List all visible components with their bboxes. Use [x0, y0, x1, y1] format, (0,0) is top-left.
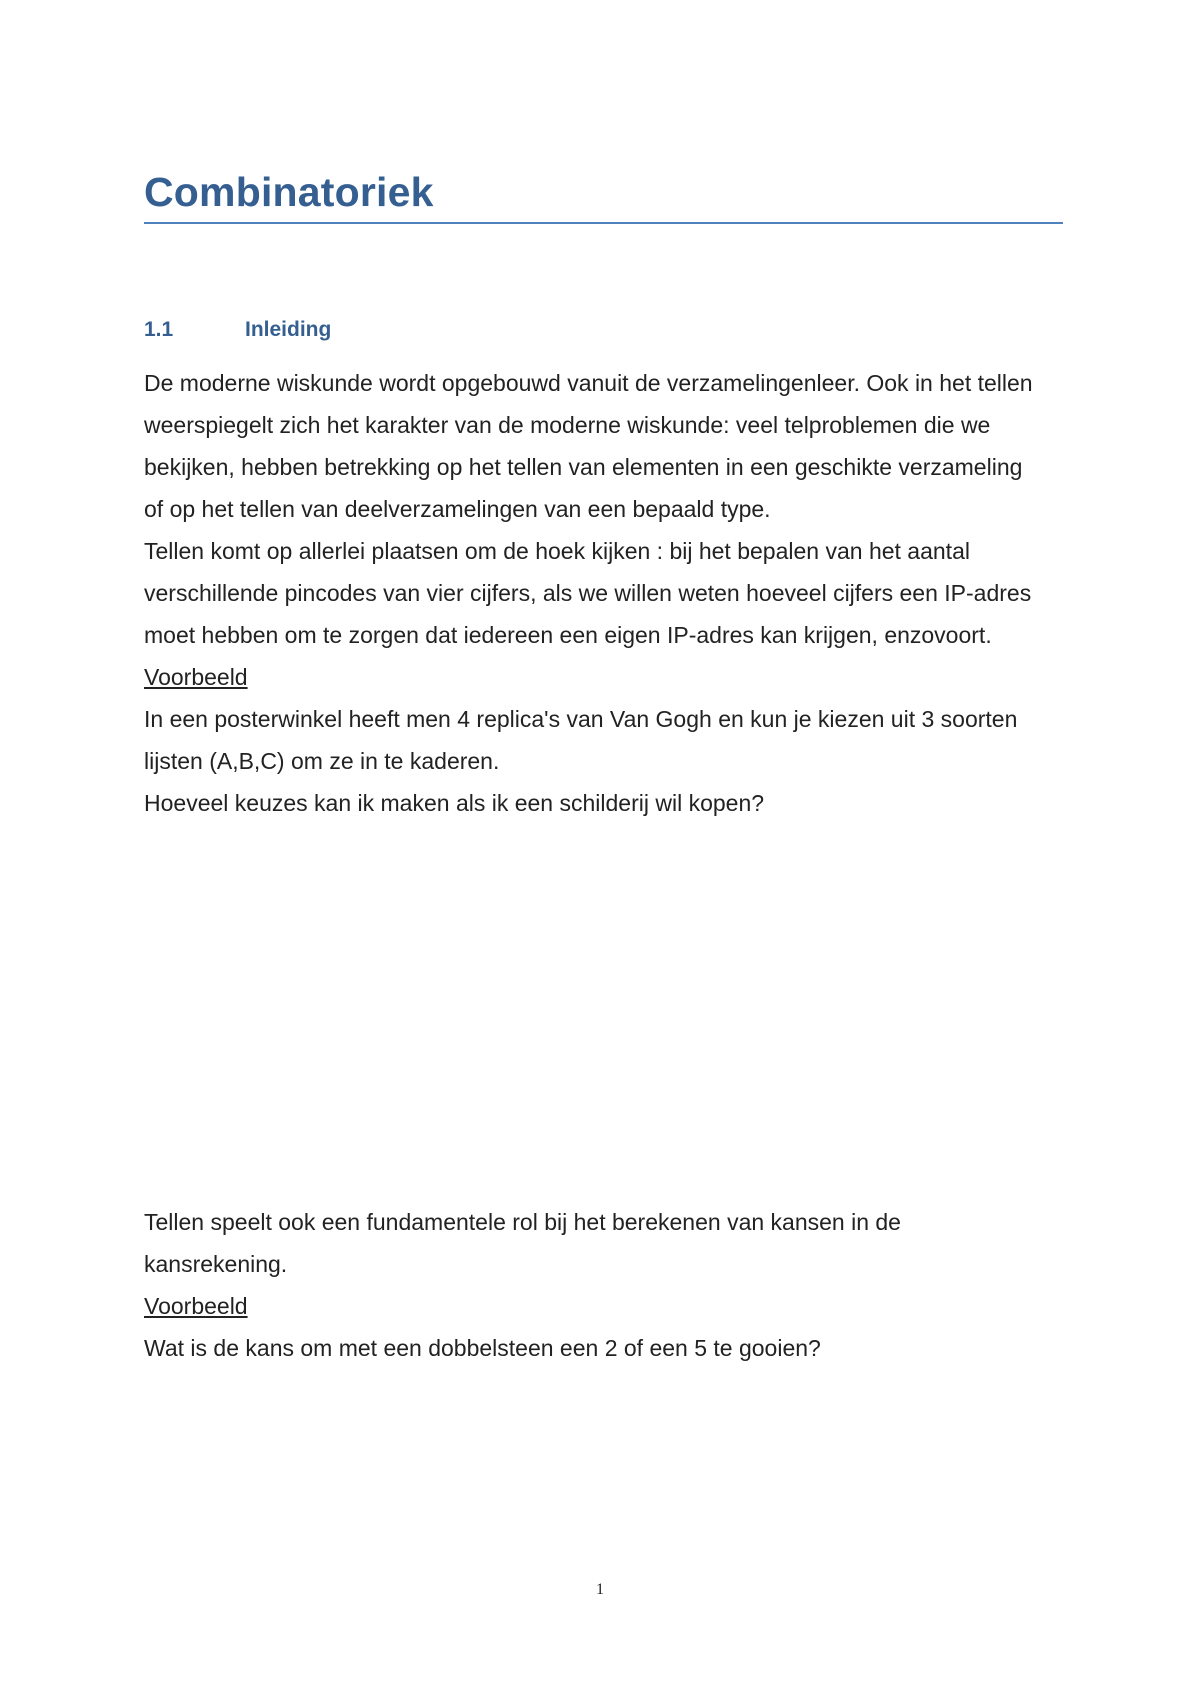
section-number: 1.1	[144, 318, 174, 341]
paragraph-counting-examples: Tellen komt op allerlei plaatsen om de hoek kijken : bij het bepalen van het aantal verschillende pincodes van vier cijfers, als we willen weten hoeveel cijfers een IP-adres moet hebben om te zorgen dat iedereen een eigen IP-adres kan krijgen, enzovoort.	[144, 538, 1032, 648]
example-label: Voorbeeld	[144, 664, 248, 690]
example-question: Wat is de kans om met een dobbelsteen een 2 of een 5 te gooien?	[144, 1335, 821, 1361]
paragraph-intro: De moderne wiskunde wordt opgebouwd vanuit de verzamelingenleer. Ook in het tellen weerspiegelt zich het karakter van de moderne wiskunde: veel telproblemen die we bekijken, hebben betrekking op het tellen van elementen in een geschikte verzameling of op het tellen van deelverzamelingen van een bepaald type.	[144, 370, 1033, 522]
example-label: Voorbeeld	[144, 1293, 248, 1319]
title-underline-rule	[144, 222, 1063, 224]
section-title: Inleiding	[245, 318, 332, 341]
body-text-block	[144, 362, 1044, 824]
section-heading	[144, 315, 331, 345]
paragraph-probability: Tellen speelt ook een fundamentele rol bij het berekenen van kansen in de kansrekening.	[144, 1209, 901, 1277]
body-text-block-probability	[144, 1201, 1044, 1369]
page-title: Combinatoriek	[144, 169, 434, 215]
example-text: In een posterwinkel heeft men 4 replica's van Van Gogh en kun je kiezen uit 3 soorten lijsten (A,B,C) om ze in te kaderen.	[144, 706, 1018, 774]
example-question: Hoeveel keuzes kan ik maken als ik een schilderij wil kopen?	[144, 790, 765, 816]
page-number: 1	[596, 1581, 604, 1598]
